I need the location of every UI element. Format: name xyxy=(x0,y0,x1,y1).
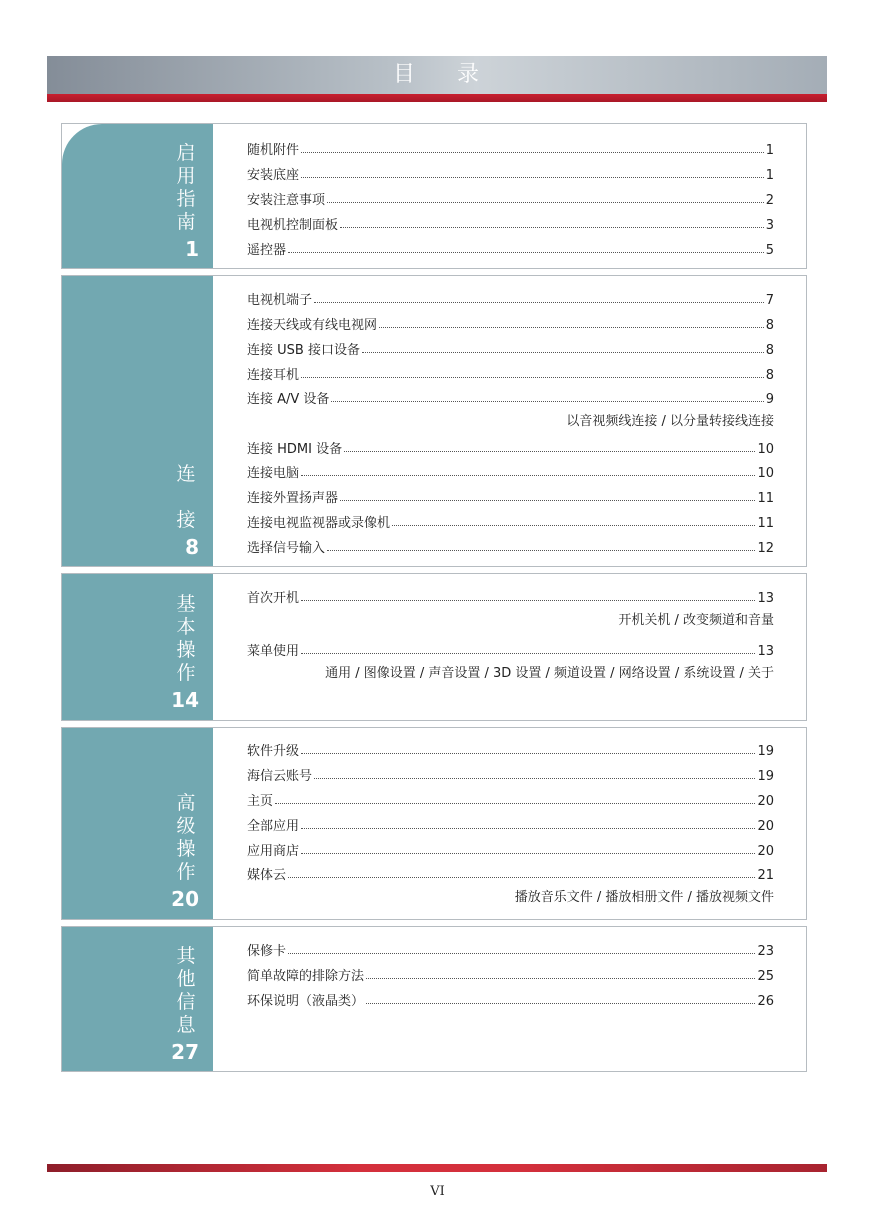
entry-page: 7 xyxy=(765,293,774,308)
toc-entry[interactable] xyxy=(247,188,774,208)
toc-entry[interactable] xyxy=(247,964,774,984)
toc-subentry[interactable]: 通用 / 图像设置 / 声音设置 / 3D 设置 / 频道设置 / 网络设置 / 系统设置 / 关于 xyxy=(325,666,774,681)
entry-page: 3 xyxy=(765,218,774,233)
toc-entry[interactable] xyxy=(247,814,774,834)
entry-label: 软件升级 xyxy=(247,744,300,759)
toc-entry[interactable] xyxy=(247,338,774,358)
toc-entry[interactable] xyxy=(247,437,774,457)
toc-section-getting-started xyxy=(61,123,807,269)
toc-entry[interactable] xyxy=(247,387,774,407)
entry-page: 5 xyxy=(765,243,774,258)
entry-label: 全部应用 xyxy=(247,819,300,834)
entry-page: 20 xyxy=(757,819,774,834)
entry-label: 连接电脑 xyxy=(247,466,300,481)
entry-label: 保修卡 xyxy=(247,944,287,959)
section-title: 高 级 操 作 xyxy=(176,792,196,883)
entry-label: 遥控器 xyxy=(247,243,287,258)
toc-entry[interactable] xyxy=(247,536,774,556)
entry-label: 环保说明（液晶类） xyxy=(247,994,365,1009)
entry-page: 23 xyxy=(757,944,774,959)
entry-page: 2 xyxy=(765,193,774,208)
toc-entry[interactable] xyxy=(247,238,774,258)
section-start-page: 14 xyxy=(171,688,199,712)
section-tab xyxy=(62,276,213,566)
entry-label: 连接 USB 接口设备 xyxy=(247,343,360,358)
toc-entry[interactable] xyxy=(247,586,774,606)
entry-page: 26 xyxy=(757,994,774,1009)
entry-page: 8 xyxy=(765,343,774,358)
entry-label: 连接外置扬声器 xyxy=(247,491,339,506)
toc-subentry[interactable]: 开机关机 / 改变频道和音量 xyxy=(618,613,774,628)
page-number: VI xyxy=(430,1184,445,1199)
header-banner xyxy=(47,56,827,94)
entry-page: 11 xyxy=(757,491,774,506)
entry-label: 首次开机 xyxy=(247,591,300,606)
section-title: 接 xyxy=(176,509,196,531)
toc-entry[interactable] xyxy=(247,764,774,784)
entry-page: 19 xyxy=(757,769,774,784)
entry-page: 13 xyxy=(757,591,774,606)
section-title: 其 他 信 息 xyxy=(176,945,196,1036)
entry-page: 11 xyxy=(757,516,774,531)
toc-section-connection xyxy=(61,275,807,567)
entry-label: 选择信号输入 xyxy=(247,541,326,556)
section-tab xyxy=(62,728,213,919)
entry-page: 1 xyxy=(765,143,774,158)
toc-entry[interactable] xyxy=(247,863,774,883)
entry-page: 13 xyxy=(757,644,774,659)
entry-page: 12 xyxy=(757,541,774,556)
section-start-page: 8 xyxy=(185,535,199,559)
header-red-bar xyxy=(47,94,827,102)
entry-page: 25 xyxy=(757,969,774,984)
entry-label: 连接 HDMI 设备 xyxy=(247,442,343,457)
toc-entry[interactable] xyxy=(247,639,774,659)
entry-page: 19 xyxy=(757,744,774,759)
title-char-1: 目 xyxy=(392,62,417,87)
entry-page: 10 xyxy=(757,466,774,481)
entry-label: 电视机端子 xyxy=(247,293,313,308)
toc-subentry[interactable]: 播放音乐文件 / 播放相册文件 / 播放视频文件 xyxy=(514,890,774,905)
entry-label: 菜单使用 xyxy=(247,644,300,659)
entry-page: 9 xyxy=(765,392,774,407)
toc-section-other-info xyxy=(61,926,807,1072)
section-title: 基 本 操 作 xyxy=(176,593,196,684)
toc-section-basic-operation xyxy=(61,573,807,721)
toc-entry[interactable] xyxy=(247,461,774,481)
toc-entry[interactable] xyxy=(247,511,774,531)
entry-page: 8 xyxy=(765,368,774,383)
entry-label: 应用商店 xyxy=(247,844,300,859)
section-tab xyxy=(62,124,213,268)
toc-entry[interactable] xyxy=(247,213,774,233)
entry-label: 简单故障的排除方法 xyxy=(247,969,365,984)
toc-entry[interactable] xyxy=(247,789,774,809)
section-start-page: 1 xyxy=(185,237,199,261)
toc-entry[interactable] xyxy=(247,989,774,1009)
entry-page: 20 xyxy=(757,794,774,809)
entry-label: 媒体云 xyxy=(247,868,287,883)
section-title: 启 用 指 南 xyxy=(176,142,196,233)
section-title: 连 xyxy=(176,463,196,485)
toc-entry[interactable] xyxy=(247,939,774,959)
entry-label: 安装底座 xyxy=(247,168,300,183)
toc-subentry[interactable]: 以音视频线连接 / 以分量转接线连接 xyxy=(566,414,774,429)
title-char-2: 录 xyxy=(457,62,482,87)
toc-entry[interactable] xyxy=(247,839,774,859)
toc-entry[interactable] xyxy=(247,163,774,183)
section-tab xyxy=(62,574,213,720)
toc-entry[interactable] xyxy=(247,739,774,759)
entry-page: 1 xyxy=(765,168,774,183)
entry-label: 连接电视监视器或录像机 xyxy=(247,516,391,531)
toc-entry[interactable] xyxy=(247,313,774,333)
entry-page: 10 xyxy=(757,442,774,457)
entry-label: 连接天线或有线电视网 xyxy=(247,318,378,333)
toc-entry[interactable] xyxy=(247,363,774,383)
toc-entry[interactable] xyxy=(247,138,774,158)
page-title xyxy=(47,56,827,94)
entry-page: 21 xyxy=(757,868,774,883)
entry-label: 海信云账号 xyxy=(247,769,313,784)
toc-section-advanced-operation xyxy=(61,727,807,920)
entry-label: 主页 xyxy=(247,794,274,809)
entry-label: 随机附件 xyxy=(247,143,300,158)
section-start-page: 20 xyxy=(171,887,199,911)
entry-label: 安装注意事项 xyxy=(247,193,326,208)
toc-entry[interactable] xyxy=(247,486,774,506)
toc-entry[interactable] xyxy=(247,288,774,308)
footer-red-bar xyxy=(47,1164,827,1172)
section-start-page: 27 xyxy=(171,1040,199,1064)
entry-page: 20 xyxy=(757,844,774,859)
entry-page: 8 xyxy=(765,318,774,333)
section-tab xyxy=(62,927,213,1071)
entry-label: 连接耳机 xyxy=(247,368,300,383)
entry-label: 电视机控制面板 xyxy=(247,218,339,233)
entry-label: 连接 A/V 设备 xyxy=(247,392,330,407)
